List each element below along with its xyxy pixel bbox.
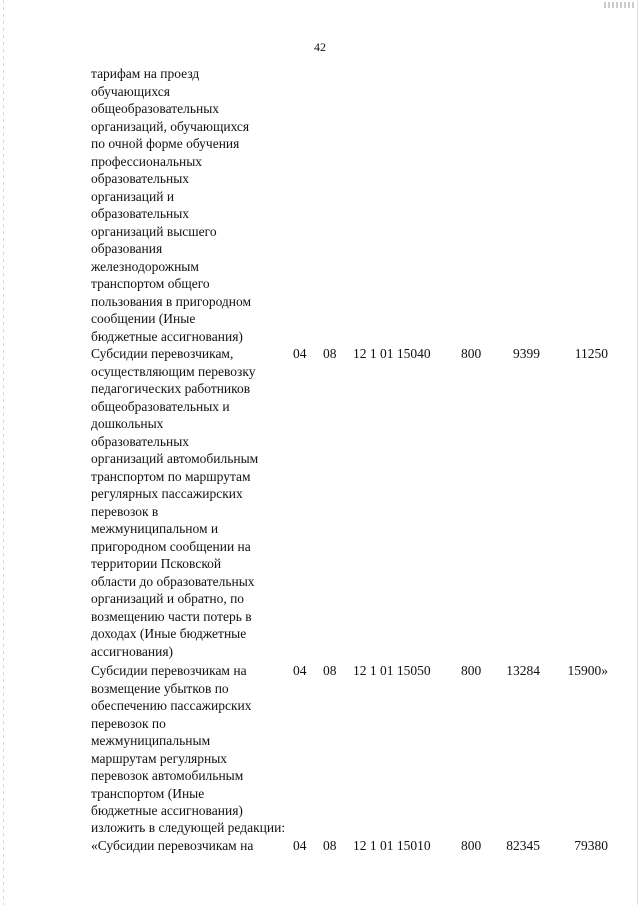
- row-1-line: педагогических работников: [91, 381, 251, 396]
- cell-rz: 04: [293, 346, 307, 361]
- row-1-line: Субсидии перевозчикам,: [91, 346, 234, 361]
- row-0-line: сообщении (Иные: [91, 311, 196, 326]
- row-0-line: по очной форме обучения: [91, 136, 240, 151]
- row-2-line: транспортом (Иные: [91, 785, 205, 801]
- cell-vr: 800: [461, 663, 482, 678]
- row-1-line: области до образовательных: [91, 573, 255, 589]
- row-15040-name: [91, 345, 301, 660]
- row-1-line: возмещению части потерь в: [91, 608, 252, 624]
- row-2-line: Субсидии перевозчикам на: [91, 663, 247, 678]
- row-continuation-name: [91, 65, 301, 345]
- row-0-line: тарифам на проезд: [91, 66, 200, 81]
- cell-value-1: 9399: [513, 346, 540, 361]
- cell-prz: 08: [323, 346, 337, 361]
- cell-prz: 08: [323, 838, 337, 853]
- row-0-line: профессиональных: [91, 153, 203, 169]
- row-1-line: доходах (Иные бюджетные: [91, 626, 247, 641]
- row-1-line: организаций автомобильным: [91, 451, 259, 466]
- row-0-line: железнодорожным: [91, 258, 199, 274]
- row-0-line: образования: [91, 241, 163, 256]
- row-1-line: ассигнования): [91, 643, 174, 659]
- cell-value-2: 79380: [574, 838, 608, 853]
- row-4-line: «Субсидии перевозчикам на: [91, 838, 254, 853]
- row-1-line: организаций и обратно, по: [91, 591, 245, 606]
- scan-edge-left: [3, 0, 4, 905]
- row-1-line: транспортом по маршрутам: [91, 468, 251, 484]
- row-1-line: пригородном сообщении на: [91, 538, 251, 554]
- cell-vr: 800: [461, 346, 482, 361]
- cell-vr: 800: [461, 838, 482, 853]
- cell-value-2: 11250: [574, 346, 608, 361]
- row-1-line: осуществляющим перевозку: [91, 363, 256, 379]
- row-2-line: перевозок по: [91, 715, 166, 731]
- cell-value-2: 15900»: [567, 663, 608, 678]
- row-0-line: бюджетные ассигнования): [91, 328, 243, 344]
- row-1-line: дошкольных: [91, 416, 164, 431]
- row-0-line: транспортом общего: [91, 276, 210, 291]
- cell-csr: 12 1 01 15050: [353, 663, 431, 678]
- cell-rz: 04: [293, 663, 307, 678]
- row-2-line: межмуниципальным: [91, 733, 211, 748]
- row-15050-name: [91, 662, 301, 820]
- cell-value-1: 82345: [506, 838, 540, 853]
- row-2-line: возмещение убытков по: [91, 680, 229, 696]
- row-0-line: организаций, обучающихся: [91, 118, 250, 134]
- row-1-line: регулярных пассажирских: [91, 486, 243, 501]
- row-0-line: пользования в пригородном: [91, 293, 252, 309]
- row-2-line: бюджетные ассигнования): [91, 803, 243, 818]
- page-number: 42: [314, 40, 326, 54]
- scan-edge-right: [637, 0, 638, 905]
- row-0-line: общеобразовательных: [91, 101, 220, 116]
- row-0-line: организаций высшего: [91, 223, 217, 239]
- row-0-line: организаций и: [91, 188, 175, 204]
- cell-csr: 12 1 01 15010: [353, 838, 431, 853]
- row-1-line: перевозок в: [91, 503, 159, 519]
- cell-rz: 04: [293, 838, 307, 853]
- scan-corner-mark: [604, 2, 634, 8]
- cell-value-1: 13284: [506, 663, 540, 678]
- row-15010-name: [91, 837, 301, 855]
- row-1-line: территории Псковской: [91, 556, 222, 571]
- row-2-line: перевозок автомобильным: [91, 768, 244, 783]
- row-0-line: обучающихся: [91, 83, 170, 99]
- row-0-line: образовательных: [91, 206, 190, 221]
- instruction-text: [91, 819, 351, 837]
- row-2-line: обеспечению пассажирских: [91, 698, 252, 713]
- row-3-line: изложить в следующей редакции:: [91, 820, 286, 835]
- row-0-line: образовательных: [91, 171, 190, 186]
- row-1-line: общеобразовательных и: [91, 398, 230, 414]
- row-2-line: маршрутам регулярных: [91, 750, 228, 766]
- cell-csr: 12 1 01 15040: [353, 346, 431, 361]
- row-1-line: образовательных: [91, 433, 190, 449]
- row-1-line: межмуниципальном и: [91, 521, 219, 536]
- cell-prz: 08: [323, 663, 337, 678]
